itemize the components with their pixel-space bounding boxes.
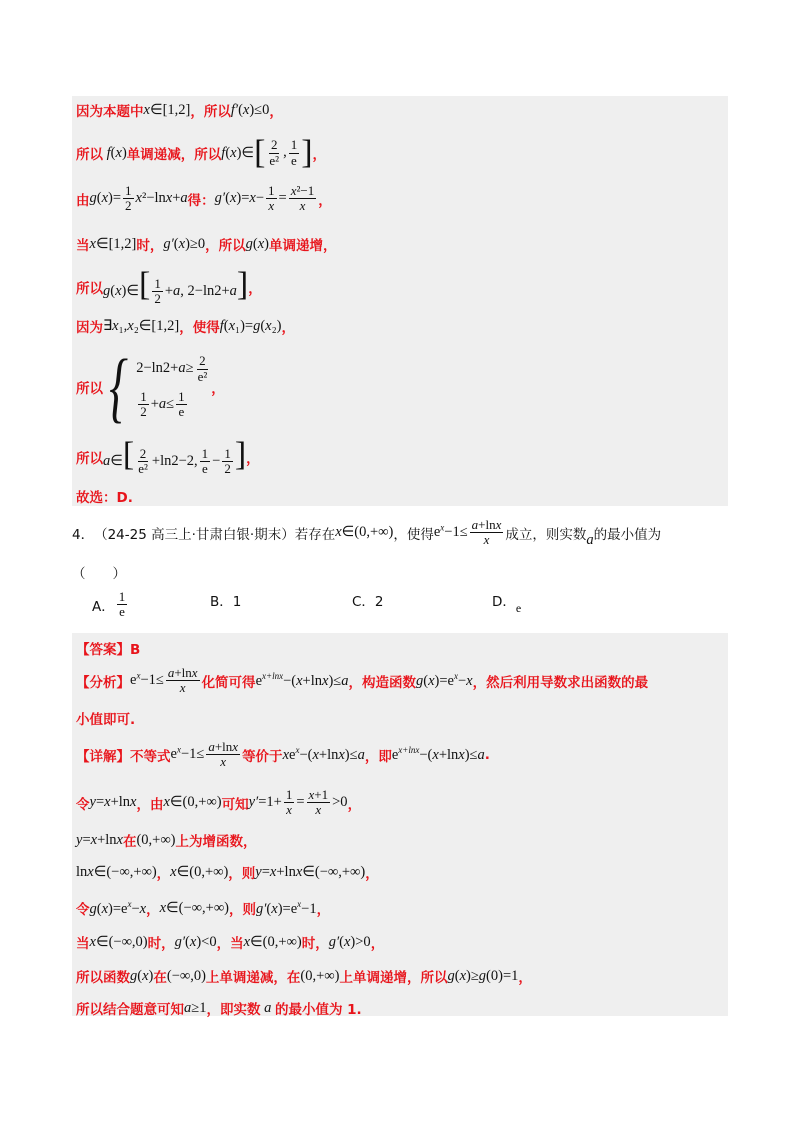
detail-line-6: 当 x∈(−∞,0) 时， g′(x)<0 ，当 x∈(0,+∞) 时， g′(x)>0 ， bbox=[76, 933, 385, 952]
top-line-5: 所以 g(x)∈[ $\frac{1}{2}$ +a, 2−ln2+a] ， bbox=[76, 266, 262, 307]
top-line-1: 因为本题中 x∈[1,2] ，所以 f′(x)≤0 ， bbox=[76, 101, 283, 120]
detail-line-1: 【详解】不等式 $e^x-1\le$ $\frac{a+\ln x}{x}$ 等价于 $xe^x-(x+\ln x)\le a$ ，即 $e^{x+lnx}-(x+\ln x)\le a$ . bbox=[76, 739, 490, 770]
detail-line-5: 令 $g(x)=e^x-x$ ， x∈(−∞,+∞) ，则 $g'(x)=e^x-1$ ， bbox=[76, 898, 331, 918]
detail-line-7: 所以函数 g(x) 在 (−∞,0) 上单调递减，在 (0,+∞) 上单调递增，所以 g(x)≥g(0)=1 ， bbox=[76, 967, 532, 986]
question-paren: （ ） bbox=[72, 566, 126, 582]
detail-line-3: y=x+lnx 在 (0,+∞) 上为增函数， bbox=[76, 831, 257, 850]
option-a[interactable]: A． $\frac{1}{e}$ bbox=[92, 589, 126, 620]
top-line-8: 所以 a∈[ $\frac{2}{\text{e²}}$ +ln2−2, $\frac{1}{e}$ − $\frac{1}{2}$ ] ， bbox=[76, 436, 260, 477]
top-line-3: 由 g(x)= $\frac{1}{2}$ x²−lnx+a 得： g′(x)=x− $\frac{1}{x}$ = $\frac{\text{x²−1}}{x}$ ， bbox=[76, 183, 332, 214]
top-line-6: 因为 ∃x₁,x₂∈[1,2] ，使得 f(x₁)=g(x₂) ， bbox=[76, 317, 295, 336]
top-line-2: 所以 f(x) 单调递减，所以 f(x)∈ [ $\frac{2}{\text{e²}}$ , $\frac{1}{e}$ ] ， bbox=[76, 134, 327, 171]
option-b[interactable]: B．1 bbox=[210, 594, 242, 610]
analysis-line-2: 小值即可. bbox=[76, 712, 136, 728]
answer-line: 【答案】B bbox=[76, 642, 141, 658]
top-line-7: 所以 { 2−ln2+a≥ $\frac{2}{\text{e²}}$ $\frac{1}{2}$ +a≤ $\frac{1}{e}$ ， bbox=[76, 343, 225, 430]
detail-line-2: 令 y=x+lnx ，由 x∈(0,+∞) 可知 y′=1+ $\frac{1}{x}$ = $\frac{x+1}{x}$ >0 ， bbox=[76, 787, 362, 818]
option-d[interactable]: D． e bbox=[492, 594, 522, 615]
top-line-9: 故选：D. bbox=[76, 490, 133, 506]
detail-line-4: lnx∈(−∞,+∞) ， x∈(0,+∞) ，则 y=x+lnx∈(−∞,+∞) ， bbox=[76, 863, 379, 882]
top-line-4: 当 x∈[1,2] 时， g′(x)≥0 ，所以 g(x) 单调递增， bbox=[76, 235, 337, 254]
question-4: 4． （24-25 高三上·甘肃白银·期末）若存在 x∈(0,+∞) ，使得 $e^x-1\le$ $\frac{a+\ln x}{x}$ 成立，则实数 a 的最小值为 bbox=[72, 517, 662, 549]
analysis-line-1: 【分析】 $e^x-1\le$ $\frac{a+\ln x}{x}$ 化简可得 $e^{x+lnx}-(x+\ln x)\le a$ ，构造函数 $g(x)=e^x-x$ ，然后利用导数求出函数的最 bbox=[76, 665, 649, 696]
detail-line-8: 所以结合题意可知 a≥1 ，即实数 a 的最小值为 1. bbox=[76, 999, 362, 1018]
option-c[interactable]: C．2 bbox=[352, 594, 384, 610]
